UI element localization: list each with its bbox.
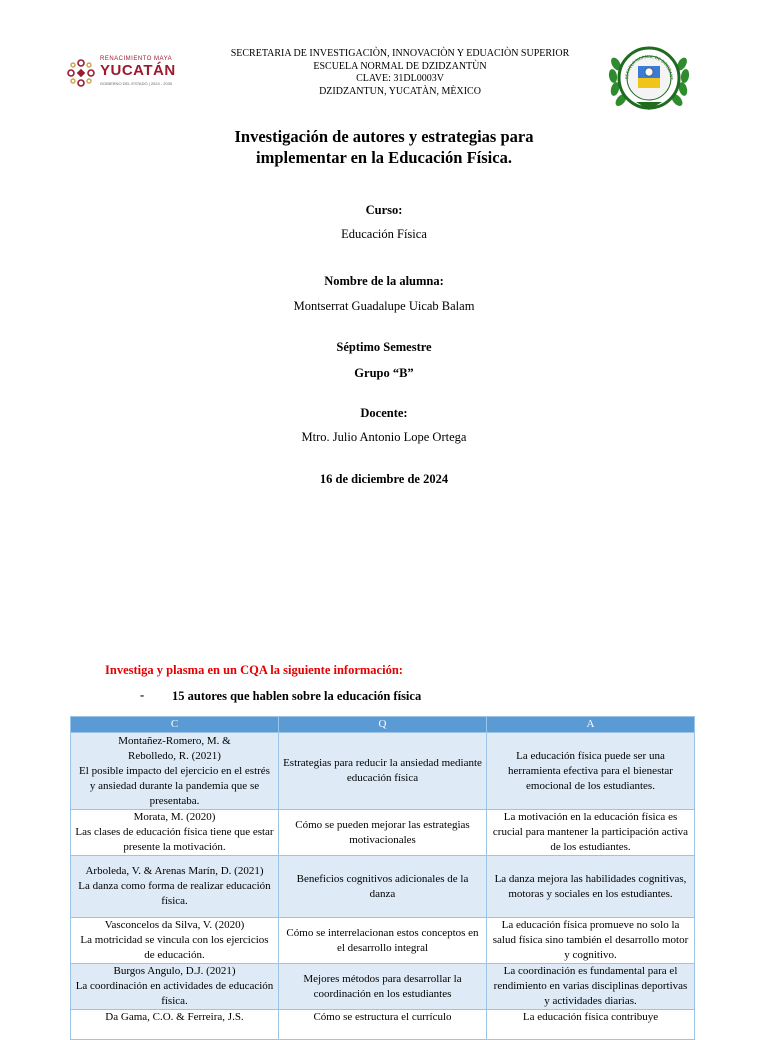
cell-c-topic: El posible impacto del ejercicio en el estrés y ansiedad durante la pandemia que se presentaba. — [79, 764, 270, 807]
cell-c — [71, 918, 279, 964]
table-row — [71, 733, 695, 810]
cell-c-author: Da Gama, C.O. & Ferreira, J.S. — [105, 1011, 244, 1023]
cell-c — [71, 1010, 279, 1040]
header-line-escuela: ESCUELA NORMAL DE DZIDZANTÙN — [313, 60, 487, 72]
alumna-label: Nombre de la alumna: — [324, 274, 444, 288]
cell-c — [71, 964, 279, 1010]
cell-c — [71, 810, 279, 856]
table-row — [71, 856, 695, 918]
institution-header — [200, 48, 600, 98]
yucatan-logo-wordmark: YUCATÁN — [100, 62, 176, 79]
docente-label: Docente: — [360, 406, 408, 420]
cqa-table — [70, 716, 695, 1040]
cell-c-topic: La motricidad se vincula con los ejercicios de educación. — [80, 934, 269, 961]
grupo-text: Grupo “B” — [354, 366, 414, 380]
title-line-1: Investigación de autores y estrategias para — [234, 127, 534, 146]
cell-c-topic: Las clases de educación física tiene que estar presente la motivación. — [75, 826, 274, 853]
cell-a: La educación física contribuye — [487, 1010, 695, 1040]
cell-c-author: Vasconcelos da Silva, V. (2020) — [104, 919, 245, 931]
yucatan-logo — [66, 56, 182, 90]
header-line-secretaria: SECRETARIA DE INVESTIGACIÒN, INNOVACIÒN Y EDUACIÒN SUPERIOR — [230, 48, 570, 59]
yucatan-logo-top-text: RENACIMIENTO MAYA — [100, 56, 173, 62]
semestre-text: Séptimo Semestre — [336, 340, 432, 354]
cell-c-topic: La danza como forma de realizar educación física. — [78, 880, 271, 907]
table-row — [71, 918, 695, 964]
cell-a: La educación física promueve no solo la salud física sino también el desarrollo motor y cognitivo. — [487, 918, 695, 964]
table-row — [71, 964, 695, 1010]
table-header-row — [71, 717, 695, 733]
school-seal-icon — [606, 42, 692, 116]
cell-a: La coordinación es fundamental para el rendimiento en varias disciplinas deportivas y actividades diarias. — [487, 964, 695, 1010]
cell-q: Cómo se interrelacionan estos conceptos en el desarrollo integral — [279, 918, 487, 964]
header-q: Q — [279, 717, 487, 733]
cell-q: Beneficios cognitivos adicionales de la danza — [279, 856, 487, 918]
cell-c — [71, 733, 279, 810]
bullet-marker: - — [140, 688, 145, 702]
cell-q: Estrategias para reducir la ansiedad mediante educación física — [279, 733, 487, 810]
curso-label: Curso: — [365, 203, 403, 217]
cell-c-topic: La coordinación en actividades de educación física. — [75, 980, 274, 1007]
cell-c-author: Montañez-Romero, M. & — [118, 734, 231, 747]
header-line-clave: CLAVE: 31DL0003V — [356, 73, 444, 84]
yucatan-emblem-icon — [66, 58, 96, 88]
cell-q: Cómo se pueden mejorar las estrategias motivacionales — [279, 810, 487, 856]
cell-c-author-cont: Rebolledo, R. (2021) — [128, 749, 221, 762]
header-line-location: DZIDZANTUN, YUCATÀN, MÈXICO — [319, 85, 481, 97]
cell-a: La educación física puede ser una herramienta efectiva para el bienestar emocional de los estudiantes. — [487, 733, 695, 810]
alumna-value: Montserrat Guadalupe Uicab Balam — [293, 299, 475, 313]
document-title — [0, 126, 768, 168]
cell-a: La motivación en la educación física es crucial para mantener la participación activa de los estudiantes. — [487, 810, 695, 856]
cell-q: Mejores métodos para desarrollar la coordinación en los estudiantes — [279, 964, 487, 1010]
yucatan-logo-subtitle: GOBIERNO DEL ESTADO | 2024 - 2030 — [100, 81, 173, 86]
header-a: A — [487, 717, 695, 733]
cell-c — [71, 856, 279, 918]
title-line-2: implementar en la Educación Física. — [256, 148, 512, 167]
cell-c-author: Arboleda, V. & Arenas Marín, D. (2021) — [85, 865, 264, 877]
cell-a: La danza mejora las habilidades cognitivas, motoras y sociales en los estudiantes. — [487, 856, 695, 918]
instruction-text: Investiga y plasma en un CQA la siguiente información: — [105, 663, 403, 677]
table-row — [71, 1010, 695, 1040]
docente-value: Mtro. Julio Antonio Lope Ortega — [301, 430, 467, 444]
cell-c-author: Morata, M. (2020) — [133, 811, 216, 823]
cell-c-author: Burgos Angulo, D.J. (2021) — [113, 965, 236, 977]
date-text: 16 de diciembre de 2024 — [319, 472, 449, 486]
curso-value: Educación Física — [341, 227, 427, 241]
header-c: C — [71, 717, 279, 733]
table-row — [71, 810, 695, 856]
bullet-text: 15 autores que hablen sobre la educación física — [172, 689, 422, 703]
school-seal-text: ESCUELA NORMAL DE DZIDZANT — [623, 53, 675, 80]
cell-q: Cómo se estructura el currículo — [279, 1010, 487, 1040]
